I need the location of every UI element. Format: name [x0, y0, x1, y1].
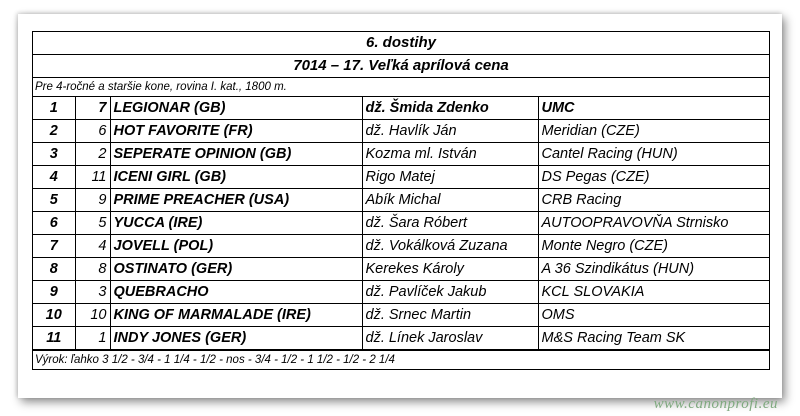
jockey-name: Kozma ml. István [362, 143, 538, 166]
owner-name: Monte Negro (CZE) [538, 235, 769, 258]
race-name: 7014 – 17. Veľká aprílová cena [33, 55, 769, 78]
finish-place: 6 [33, 212, 75, 235]
owner-name: UMC [538, 97, 769, 120]
table-row [33, 258, 769, 281]
results-table [33, 97, 769, 350]
finish-place: 1 [33, 97, 75, 120]
start-number: 8 [75, 258, 110, 281]
horse-name: QUEBRACHO [110, 281, 362, 304]
owner-name: Meridian (CZE) [538, 120, 769, 143]
jockey-name: dž. Šmida Zdenko [362, 97, 538, 120]
table-row [33, 120, 769, 143]
results-sheet [32, 31, 770, 370]
owner-name: M&S Racing Team SK [538, 327, 769, 350]
horse-name: ICENI GIRL (GB) [110, 166, 362, 189]
horse-name: YUCCA (IRE) [110, 212, 362, 235]
horse-name: LEGIONAR (GB) [110, 97, 362, 120]
jockey-name: Kerekes Károly [362, 258, 538, 281]
finish-place: 10 [33, 304, 75, 327]
jockey-name: dž. Havlík Ján [362, 120, 538, 143]
jockey-name: Abík Michal [362, 189, 538, 212]
watermark: www.canonprofi.eu [653, 396, 778, 412]
start-number: 1 [75, 327, 110, 350]
horse-name: HOT FAVORITE (FR) [110, 120, 362, 143]
owner-name: DS Pegas (CZE) [538, 166, 769, 189]
table-row [33, 143, 769, 166]
finish-place: 4 [33, 166, 75, 189]
start-number: 11 [75, 166, 110, 189]
owner-name: KCL SLOVAKIA [538, 281, 769, 304]
table-row [33, 327, 769, 350]
finish-place: 5 [33, 189, 75, 212]
jockey-name: dž. Vokálková Zuzana [362, 235, 538, 258]
table-row [33, 189, 769, 212]
table-row [33, 304, 769, 327]
start-number: 9 [75, 189, 110, 212]
start-number: 10 [75, 304, 110, 327]
table-row [33, 235, 769, 258]
start-number: 2 [75, 143, 110, 166]
finish-place: 8 [33, 258, 75, 281]
start-number: 6 [75, 120, 110, 143]
finish-place: 3 [33, 143, 75, 166]
jockey-name: dž. Srnec Martin [362, 304, 538, 327]
table-row [33, 212, 769, 235]
jockey-name: dž. Pavlíček Jakub [362, 281, 538, 304]
finish-place: 11 [33, 327, 75, 350]
owner-name: OMS [538, 304, 769, 327]
horse-name: PRIME PREACHER (USA) [110, 189, 362, 212]
table-row [33, 97, 769, 120]
jockey-name: Rigo Matej [362, 166, 538, 189]
finish-place: 2 [33, 120, 75, 143]
start-number: 4 [75, 235, 110, 258]
table-row [33, 166, 769, 189]
owner-name: AUTOOPRAVOVŇA Strnisko [538, 212, 769, 235]
start-number: 3 [75, 281, 110, 304]
race-conditions: Pre 4-ročné a staršie kone, rovina I. kat., 1800 m. [33, 78, 769, 97]
jockey-name: dž. Línek Jaroslav [362, 327, 538, 350]
race-number-title: 6. dostihy [33, 32, 769, 55]
start-number: 7 [75, 97, 110, 120]
horse-name: OSTINATO (GER) [110, 258, 362, 281]
jockey-name: dž. Šara Róbert [362, 212, 538, 235]
results-card [18, 14, 782, 398]
owner-name: Cantel Racing (HUN) [538, 143, 769, 166]
owner-name: CRB Racing [538, 189, 769, 212]
horse-name: JOVELL (POL) [110, 235, 362, 258]
race-verdict: Výrok: ľahko 3 1/2 - 3/4 - 1 1/4 - 1/2 - nos - 3/4 - 1/2 - 1 1/2 - 1/2 - 2 1/4 [33, 350, 769, 369]
table-row [33, 281, 769, 304]
horse-name: KING OF MARMALADE (IRE) [110, 304, 362, 327]
owner-name: A 36 Szindikátus (HUN) [538, 258, 769, 281]
start-number: 5 [75, 212, 110, 235]
finish-place: 9 [33, 281, 75, 304]
horse-name: INDY JONES (GER) [110, 327, 362, 350]
horse-name: SEPERATE OPINION (GB) [110, 143, 362, 166]
finish-place: 7 [33, 235, 75, 258]
